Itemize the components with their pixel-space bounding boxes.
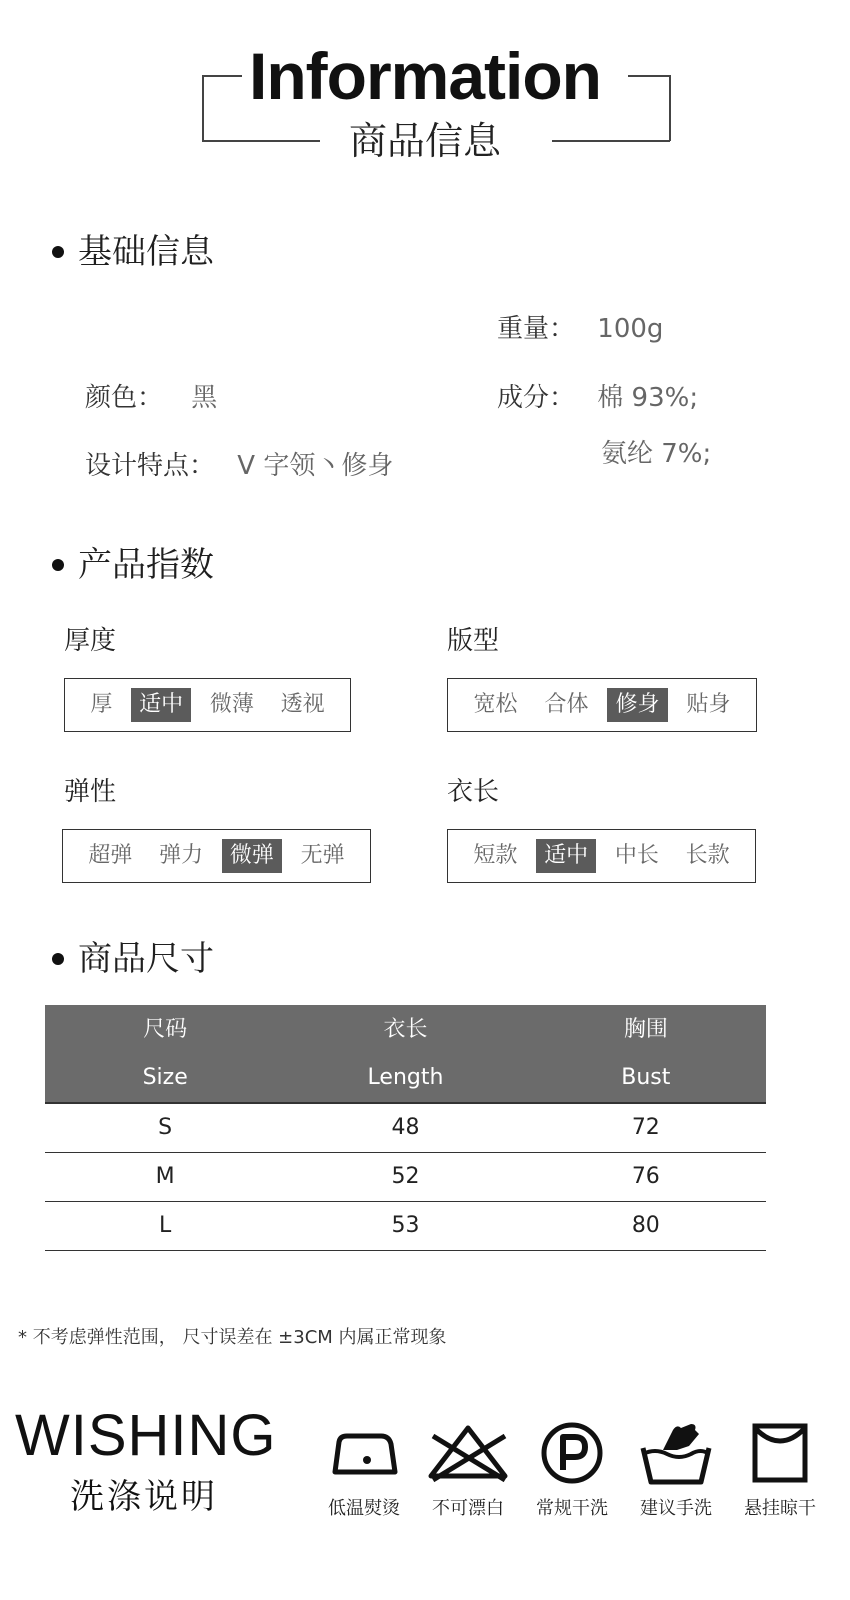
index-box-elasticity (62, 829, 371, 883)
table-row (45, 1153, 766, 1202)
composition-row (497, 381, 698, 415)
bullet-icon (52, 246, 64, 258)
section-size-heading (50, 937, 214, 981)
index-label-length: 衣长 (447, 777, 500, 807)
option-length-2: 中长 (614, 843, 659, 868)
care-label: 建议手洗 (640, 1498, 712, 1519)
bullet-icon (52, 559, 64, 571)
dry-clean-p-icon (529, 1420, 615, 1486)
table-cell: 72 (631, 1115, 660, 1140)
size-note: * 不考虑弹性范围， 尺寸误差在 ±3CM 内属正常现象 (18, 1327, 447, 1348)
section-index-title: 产品指数 (78, 545, 214, 585)
section-index-heading (50, 543, 214, 587)
column-bust-en: Bust (621, 1064, 671, 1090)
design-value: V 字领丶修身 (237, 451, 394, 481)
weight-value: 100g (597, 314, 664, 344)
size-table-header (45, 1005, 766, 1102)
color-value: 黑 (191, 383, 218, 413)
option-elasticity-0: 超弹 (88, 843, 133, 868)
option-length-3: 长款 (685, 843, 730, 868)
hand-wash-icon (633, 1420, 719, 1486)
table-row (45, 1202, 766, 1251)
wash-subtitle: 洗涤说明 (70, 1477, 218, 1517)
table-cell: 53 (391, 1213, 420, 1238)
section-basic-title: 基础信息 (78, 232, 214, 272)
section-size-title: 商品尺寸 (78, 939, 214, 979)
size-table (45, 1005, 766, 1251)
column-header-bust (526, 1005, 766, 1102)
care-item-bleach (418, 1420, 518, 1520)
column-size-en: Size (142, 1064, 188, 1090)
design-label: 设计特点： (85, 451, 216, 481)
weight-row (497, 312, 663, 346)
care-item-handwash (626, 1420, 726, 1520)
no-bleach-icon (425, 1420, 511, 1486)
column-header-length (285, 1005, 525, 1102)
option-fit-0: 宽松 (473, 692, 518, 717)
option-elasticity-2-selected: 微弹 (222, 839, 282, 873)
care-label: 悬挂晾干 (744, 1498, 816, 1519)
table-cell: 80 (631, 1213, 660, 1238)
page-title: Information (249, 39, 601, 113)
bullet-icon (52, 953, 64, 965)
composition-value-cotton: 棉 93%; (597, 383, 699, 413)
table-cell: M (155, 1164, 175, 1189)
wash-title: WISHING (15, 1403, 277, 1468)
table-cell: S (158, 1115, 173, 1140)
option-elasticity-1: 弹力 (159, 843, 204, 868)
index-label-elasticity: 弹性 (64, 777, 117, 807)
color-label: 颜色： (85, 383, 164, 413)
option-fit-1: 合体 (544, 692, 589, 717)
column-length-en: Length (367, 1064, 444, 1090)
color-row (85, 381, 217, 415)
column-bust-cn: 胸围 (623, 1016, 668, 1042)
weight-label: 重量： (497, 314, 576, 344)
care-item-iron (314, 1420, 414, 1520)
column-size-cn: 尺码 (143, 1016, 188, 1042)
table-cell: L (159, 1213, 172, 1238)
care-item-linedry (730, 1420, 830, 1520)
column-header-size (45, 1005, 285, 1102)
index-label-thickness: 厚度 (64, 626, 117, 656)
column-length-cn: 衣长 (383, 1016, 428, 1042)
option-length-0: 短款 (473, 843, 518, 868)
index-box-fit (447, 678, 757, 732)
care-label: 常规干洗 (536, 1498, 608, 1519)
care-item-dryclean (522, 1420, 622, 1520)
page-subtitle: 商品信息 (348, 119, 501, 163)
option-thickness-1-selected: 适中 (131, 688, 191, 722)
index-box-thickness (64, 678, 351, 732)
option-thickness-3: 透视 (280, 692, 325, 717)
care-label: 低温熨烫 (328, 1498, 400, 1519)
composition-value-spandex: 氨纶 7%; (601, 439, 712, 469)
table-cell: 52 (391, 1164, 420, 1189)
option-fit-3: 贴身 (686, 692, 731, 717)
section-basic-heading (50, 230, 214, 274)
index-label-fit: 版型 (447, 626, 500, 656)
care-label: 不可漂白 (432, 1498, 504, 1519)
option-elasticity-3: 无弹 (300, 843, 345, 868)
line-dry-icon (737, 1420, 823, 1486)
iron-low-icon (321, 1420, 407, 1486)
table-row (45, 1104, 766, 1153)
composition-label: 成分： (497, 383, 576, 413)
option-fit-2-selected: 修身 (607, 688, 667, 722)
design-row (85, 449, 393, 483)
table-cell: 76 (631, 1164, 660, 1189)
table-cell: 48 (391, 1115, 420, 1140)
option-thickness-2: 微薄 (209, 692, 254, 717)
index-box-length (447, 829, 756, 883)
option-thickness-0: 厚 (90, 692, 113, 717)
composition-row-2 (601, 437, 711, 471)
option-length-1-selected: 适中 (536, 839, 596, 873)
